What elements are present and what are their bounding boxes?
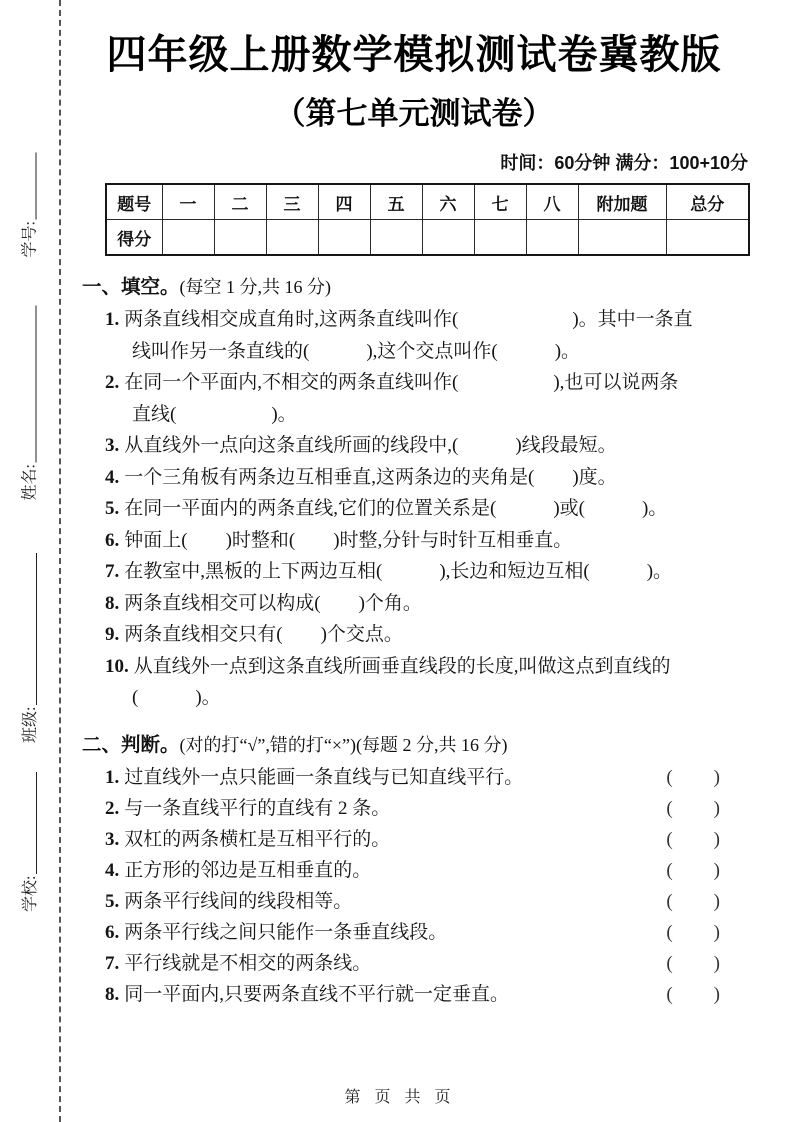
score-row [106,220,749,256]
question-number: 4. [105,859,120,881]
question-number: 4. [105,466,120,488]
score-cell [474,220,526,256]
question-item [105,525,723,557]
question-text: 正方形的邻边是互相垂直的。 [124,859,372,881]
header-cell: 附加题 [578,184,666,220]
score-table [105,183,750,256]
judgment-text [105,855,371,886]
header-cell: 五 [370,184,422,220]
question-number: 1. [105,766,120,788]
question-text: 一个三角板有两条边互相垂直,这两条边的夹角是( )度。 [124,466,617,488]
question-item [105,367,723,430]
judgment-text [105,917,447,948]
question-number: 2. [105,797,120,819]
question-number: 8. [105,983,120,1005]
question-text: 平行线就是不相交的两条线。 [124,952,372,974]
write-line [36,153,37,220]
score-row-label: 得分 [106,220,162,256]
answer-blank-mark: ( ) [666,890,721,912]
section2-title: 二、判断。 [82,734,180,756]
question-item [105,493,723,525]
judgment-item [105,824,723,855]
question-text-line2: 线叫作另一条直线的( ),这个交点叫作( )。 [132,340,581,362]
question-number: 3. [105,828,120,850]
class-label: 班级: [22,706,39,743]
sidebar-field-student-id [14,153,42,258]
question-text: 在教室中,黑板的上下两边互相( ),长边和短边互相( )。 [124,561,673,582]
question-number: 1. [105,309,120,330]
question-number: 7. [105,952,120,974]
question-number: 5. [105,890,120,912]
answer-blank-mark: ( ) [666,766,721,788]
question-text-line2: ( )。 [132,687,221,708]
judgment-text [105,979,509,1010]
header-cell: 八 [526,184,578,220]
section1-title: 一、填空。 [82,277,180,298]
answer-blank-mark: ( ) [666,828,721,850]
name-label: 姓名: [21,464,39,501]
header-cell: 题号 [106,184,162,220]
question-text: 在同一个平面内,不相交的两条直线叫作( ),也可以说两条 [124,372,679,393]
fill-in-question-list [105,304,723,714]
page-title: 四年级上册数学模拟测试卷冀教版 [106,33,722,77]
question-item [105,304,723,367]
sidebar-field-class [14,553,42,743]
judgment-item [105,855,723,886]
exam-info: 时间：60分钟 满分：100+10分 [500,153,748,173]
header-cell: 总分 [666,184,749,220]
question-item [105,651,723,714]
question-text: 与一条直线平行的直线有 2 条。 [124,797,391,819]
question-item [105,430,723,462]
question-text: 过直线外一点只能画一条直线与已知直线平行。 [124,766,524,788]
score-cell [266,220,318,256]
judgment-text [105,824,390,855]
sidebar-field-school [14,772,42,912]
judgment-item [105,762,723,793]
question-number: 6. [105,529,120,551]
section2-header [82,729,748,757]
exam-paper [80,0,748,1010]
table-header-row [106,184,749,220]
header-cell: 一 [162,184,214,220]
score-cell [318,220,370,256]
write-line [36,772,37,874]
section2-note: (对的打“√”,错的打“×”)(每题 2 分,共 16 分) [179,734,508,755]
page-subtitle: （第七单元测试卷） [274,96,554,131]
section1-header [82,271,748,299]
header-cell: 二 [214,184,266,220]
section1-note: (每空 1 分,共 16 分) [179,277,332,297]
judgment-text [105,762,523,793]
question-text: 两条直线相交可以构成( )个角。 [124,592,422,614]
question-text: 从直线外一点到这条直线所画垂直线段的长度,叫做这点到直线的 [133,655,671,677]
score-cell [214,220,266,256]
question-number: 2. [105,372,120,393]
question-text: 同一平面内,只要两条直线不平行就一定垂直。 [124,983,510,1005]
score-cell [162,220,214,256]
question-number: 7. [105,561,120,582]
seal-dashed-line [59,0,61,1122]
question-number: 9. [105,624,120,645]
score-cell [422,220,474,256]
question-text: 从直线外一点向这条直线所画的线段中,( )线段最短。 [124,435,617,456]
header-cell: 三 [266,184,318,220]
question-text: 在同一平面内的两条直线,它们的位置关系是( )或( )。 [124,498,668,519]
question-text: 两条直线相交只有( )个交点。 [124,624,403,645]
judgment-text [105,886,352,917]
question-item [105,462,723,494]
write-line [36,553,37,705]
answer-blank-mark: ( ) [666,952,721,974]
sidebar-field-name [14,306,42,501]
judgment-item [105,917,723,948]
question-text: 双杠的两条横杠是互相平行的。 [124,828,391,850]
judgment-item [105,793,723,824]
judgment-text [105,948,371,979]
footer-page-label: 第 页 共 页 [344,1089,456,1106]
judgment-item [105,979,723,1010]
question-item [105,556,723,588]
answer-blank-mark: ( ) [666,983,721,1005]
question-number: 3. [105,435,120,456]
answer-blank-mark: ( ) [666,921,721,943]
header-cell: 六 [422,184,474,220]
question-number: 5. [105,498,120,519]
question-text: 钟面上( )时整和( )时整,分针与时针互相垂直。 [124,529,573,551]
question-text: 两条平行线之间只能作一条垂直线段。 [124,921,448,943]
score-cell [666,220,749,256]
judgment-item [105,886,723,917]
answer-blank-mark: ( ) [666,859,721,881]
question-number: 6. [105,921,120,943]
score-cell [578,220,666,256]
header-cell: 四 [318,184,370,220]
score-cell [370,220,422,256]
student-id-label: 学号: [21,221,39,258]
judgment-item [105,948,723,979]
write-line [36,306,37,463]
school-label: 学校: [22,875,39,912]
judgment-question-list [105,762,723,1010]
header-cell: 七 [474,184,526,220]
question-text-line2: 直线( )。 [132,403,297,425]
question-text: 两条直线相交成直角时,这两条直线叫作( )。其中一条直 [124,309,693,330]
judgment-text [105,793,390,824]
score-cell [526,220,578,256]
answer-blank-mark: ( ) [666,797,721,819]
question-item [105,619,723,651]
question-text: 两条平行线间的线段相等。 [124,890,353,912]
question-number: 8. [105,592,120,614]
question-number: 10. [105,655,129,677]
question-item [105,588,723,620]
